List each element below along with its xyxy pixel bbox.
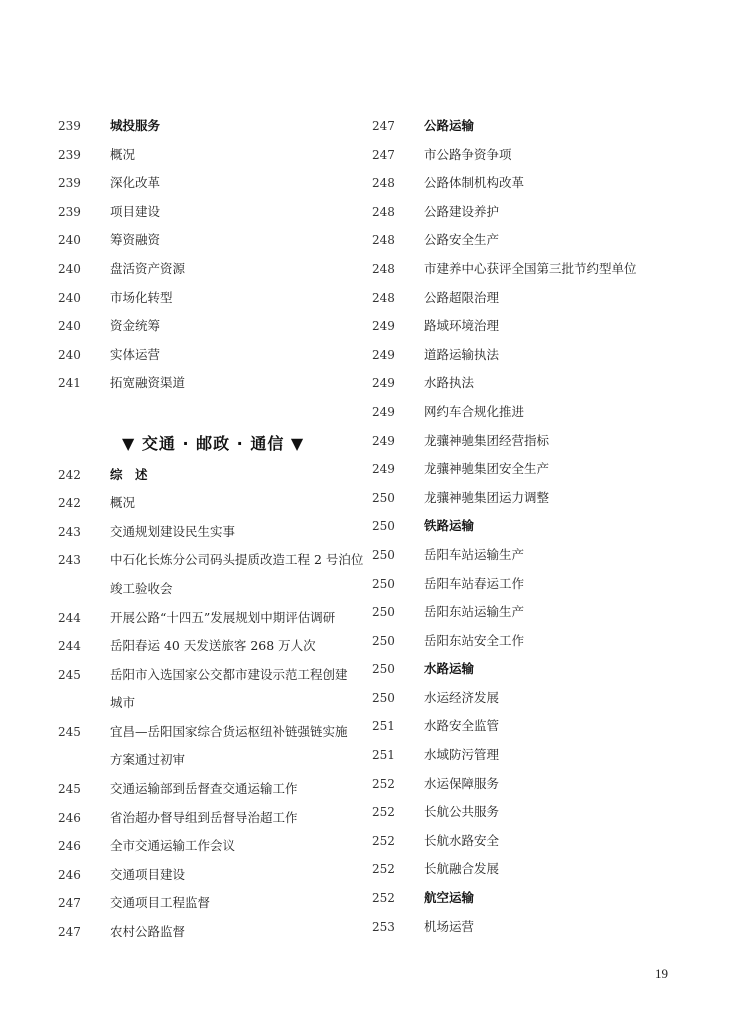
toc-entry (58, 775, 378, 804)
toc-entry-title: 开展公路“十四五”发展规划中期评估调研 (110, 609, 336, 625)
toc-page-number: 242 (58, 496, 81, 511)
toc-page-number: 248 (372, 176, 395, 191)
toc-entry (58, 718, 378, 747)
toc-page-number: 245 (58, 667, 81, 682)
toc-entry (58, 918, 378, 947)
toc-entry-title: 综 述 (110, 466, 148, 482)
toc-page-number: 252 (372, 833, 395, 848)
toc-entry (372, 455, 702, 484)
toc-entry-title: 长航融合发展 (424, 861, 500, 877)
toc-entry-title: 水运保障服务 (424, 775, 500, 791)
toc-entry-title: 宜昌—岳阳国家综合货运枢纽补链强链实施 (110, 723, 348, 739)
toc-entry-title: 市场化转型 (110, 289, 173, 305)
toc-entry-title: 交通项目工程监督 (110, 895, 211, 911)
toc-entry-title: 中石化长炼分公司码头提质改造工程 2 号泊位 (110, 552, 364, 568)
toc-entry (372, 598, 702, 627)
toc-category-entry (372, 512, 702, 541)
toc-page-number: 245 (58, 724, 81, 739)
toc-page-number: 240 (58, 290, 81, 305)
toc-page-number: 249 (372, 319, 395, 334)
toc-entry (372, 484, 702, 513)
toc-entry-title: 道路运输执法 (424, 346, 500, 362)
toc-page-number: 239 (58, 176, 81, 191)
toc-entry-title: 实体运营 (110, 346, 161, 362)
toc-category-entry (372, 655, 702, 684)
toc-entry (58, 832, 378, 861)
toc-entry (58, 861, 378, 890)
toc-page-number: 252 (372, 776, 395, 791)
toc-page-number: 248 (372, 261, 395, 276)
toc-entry-title: 岳阳车站春运工作 (424, 575, 525, 591)
toc-page-number: 244 (58, 639, 81, 654)
toc-page-number: 246 (58, 839, 81, 854)
toc-page-number: 247 (372, 119, 395, 133)
toc-page-number: 253 (372, 919, 395, 934)
toc-entry (372, 627, 702, 656)
toc-entry-title: 公路超限治理 (424, 289, 500, 305)
toc-category-entry (58, 112, 378, 141)
toc-entry-title: 城投服务 (110, 118, 161, 133)
toc-entry-continuation (58, 575, 378, 604)
toc-page-number: 240 (58, 347, 81, 362)
toc-entry (58, 169, 378, 198)
toc-entry-title: 岳阳东站安全工作 (424, 632, 525, 648)
toc-entry (372, 770, 702, 799)
toc-page-number: 245 (58, 782, 81, 797)
toc-group-transport (58, 461, 378, 947)
toc-entry (372, 255, 702, 284)
toc-entry (58, 489, 378, 518)
toc-page-number: 249 (372, 347, 395, 362)
toc-entry (58, 312, 378, 341)
toc-entry (372, 169, 702, 198)
toc-entry (58, 369, 378, 398)
toc-entry-title: 水路安全监管 (424, 718, 500, 734)
toc-page-number: 247 (58, 896, 81, 911)
toc-page-number: 239 (58, 147, 81, 162)
toc-entry-title: 长航公共服务 (424, 804, 500, 820)
toc-entry-title: 岳阳市入选国家公交都市建设示范工程创建 (110, 666, 348, 682)
toc-entry (58, 604, 378, 633)
toc-category-entry (58, 461, 378, 490)
toc-entry-title: 市建养中心获评全国第三批节约型单位 (424, 260, 637, 276)
toc-page-number: 240 (58, 319, 81, 334)
toc-page-number: 250 (372, 547, 395, 562)
toc-entry (372, 341, 702, 370)
toc-page-number: 240 (58, 261, 81, 276)
toc-entry (372, 198, 702, 227)
toc-entry-title: 水路运输 (424, 661, 475, 677)
toc-entry-title: 市公路争资争项 (424, 146, 512, 162)
toc-entry-title: 水路执法 (424, 375, 475, 391)
toc-entry (372, 284, 702, 313)
toc-page-number: 250 (372, 605, 395, 620)
toc-entry-title: 岳阳东站运输生产 (424, 604, 525, 620)
toc-page-number: 244 (58, 610, 81, 625)
toc-entry (372, 712, 702, 741)
toc-entry-title: 盘活资产资源 (110, 260, 186, 276)
toc-entry (372, 226, 702, 255)
toc-entry-title: 全市交通运输工作会议 (110, 838, 236, 854)
toc-page-number: 248 (372, 204, 395, 219)
toc-page-number: 252 (372, 862, 395, 877)
toc-entry-title: 公路安全生产 (424, 232, 500, 248)
toc-entry (372, 141, 702, 170)
toc-page-number: 250 (372, 633, 395, 648)
page-number: 19 (655, 966, 668, 981)
toc-entry (58, 341, 378, 370)
toc-entry-title: 水域防污管理 (424, 747, 500, 763)
toc-entry-title: 拓宽融资渠道 (110, 375, 186, 391)
toc-entry-title: 龙骧神驰集团经营指标 (424, 432, 550, 448)
toc-entry (372, 570, 702, 599)
toc-entry (372, 684, 702, 713)
toc-page-number: 249 (372, 433, 395, 448)
toc-entry (58, 141, 378, 170)
toc-entry-title: 公路运输 (424, 118, 475, 133)
toc-page-number: 239 (58, 119, 81, 133)
toc-page-number: 247 (372, 147, 395, 162)
toc-entry-title: 路域环境治理 (424, 318, 500, 334)
toc-entry (58, 546, 378, 575)
toc-page-number: 243 (58, 524, 81, 539)
toc-entry-title: 公路体制机构改革 (424, 175, 525, 191)
toc-page-number: 248 (372, 290, 395, 305)
toc-page-number: 249 (372, 404, 395, 419)
toc-entry-title: 水运经济发展 (424, 689, 500, 705)
toc-entry-title: 概况 (110, 146, 136, 162)
toc-entry-title: 项目建设 (110, 203, 161, 219)
toc-entry-title: 龙骧神驰集团安全生产 (424, 461, 550, 477)
toc-page-number: 251 (372, 748, 395, 763)
toc-entry-title: 龙骧神驰集团运力调整 (424, 489, 550, 505)
toc-entry (58, 632, 378, 661)
toc-entry-continuation (58, 746, 378, 775)
toc-entry (58, 518, 378, 547)
toc-entry-title: 交通规划建设民生实事 (110, 523, 236, 539)
toc-entry (372, 741, 702, 770)
toc-page-number: 250 (372, 490, 395, 505)
toc-entry-title: 网约车合规化推进 (424, 403, 525, 419)
section-spacer (58, 398, 378, 427)
toc-entry (372, 312, 702, 341)
toc-group-city-investment (58, 112, 378, 398)
toc-entry (372, 541, 702, 570)
toc-entry (372, 427, 702, 456)
toc-entry (372, 913, 702, 942)
toc-left-column (58, 112, 378, 947)
toc-page-number: 247 (58, 925, 81, 940)
toc-page-number: 248 (372, 233, 395, 248)
toc-category-entry (372, 884, 702, 913)
toc-entry (372, 855, 702, 884)
toc-group-right (372, 112, 702, 941)
toc-page-number: 251 (372, 719, 395, 734)
toc-entry (372, 798, 702, 827)
toc-page-number: 243 (58, 553, 81, 568)
toc-entry-title: 筹资融资 (110, 232, 161, 248)
toc-entry-continuation (58, 689, 378, 718)
toc-entry-title: 交通运输部到岳督查交通运输工作 (110, 781, 298, 797)
toc-entry-title: 岳阳春运 40 天发送旅客 268 万人次 (110, 638, 316, 654)
toc-page-number: 240 (58, 233, 81, 248)
toc-page-number: 252 (372, 891, 395, 906)
toc-category-entry (372, 112, 702, 141)
toc-entry-title: 农村公路监督 (110, 924, 186, 940)
toc-entry-title: 长航水路安全 (424, 832, 500, 848)
toc-right-column (372, 112, 702, 941)
toc-entry-title: 铁路运输 (424, 518, 475, 534)
toc-entry (372, 398, 702, 427)
toc-page-number: 249 (372, 462, 395, 477)
toc-entry (58, 284, 378, 313)
toc-entry (58, 889, 378, 918)
toc-entry-title: 竣工验收会 (110, 580, 173, 596)
toc-entry-title: 公路建设养护 (424, 203, 500, 219)
toc-page-number: 239 (58, 204, 81, 219)
toc-entry-title: 方案通过初审 (110, 752, 186, 768)
toc-entry-title: 交通项目建设 (110, 866, 186, 882)
toc-entry (58, 661, 378, 690)
toc-page-number: 249 (372, 376, 395, 391)
toc-entry-title: 概况 (110, 495, 136, 511)
toc-page-number: 252 (372, 805, 395, 820)
toc-entry-title: 省治超办督导组到岳督导治超工作 (110, 809, 298, 825)
toc-entry (58, 255, 378, 284)
section-heading: ▼ 交通 · 邮政 · 通信 ▼ (122, 433, 305, 453)
toc-entry (372, 369, 702, 398)
toc-entry-title: 城市 (110, 695, 136, 711)
toc-entry (58, 804, 378, 833)
toc-entry-title: 资金统筹 (110, 318, 161, 334)
toc-entry (58, 226, 378, 255)
toc-entry (58, 198, 378, 227)
toc-page-number: 246 (58, 867, 81, 882)
toc-page-number: 250 (372, 576, 395, 591)
toc-entry-title: 岳阳车站运输生产 (424, 546, 525, 562)
toc-entry-title: 航空运输 (424, 890, 475, 906)
toc-page-number: 246 (58, 810, 81, 825)
toc-page-number: 242 (58, 467, 81, 482)
toc-page-number: 250 (372, 662, 395, 677)
toc-entry (372, 827, 702, 856)
toc-page-number: 250 (372, 519, 395, 534)
toc-page-number: 241 (58, 376, 81, 391)
toc-page-number: 250 (372, 690, 395, 705)
toc-entry-title: 机场运营 (424, 918, 475, 934)
toc-entry-title: 深化改革 (110, 175, 161, 191)
